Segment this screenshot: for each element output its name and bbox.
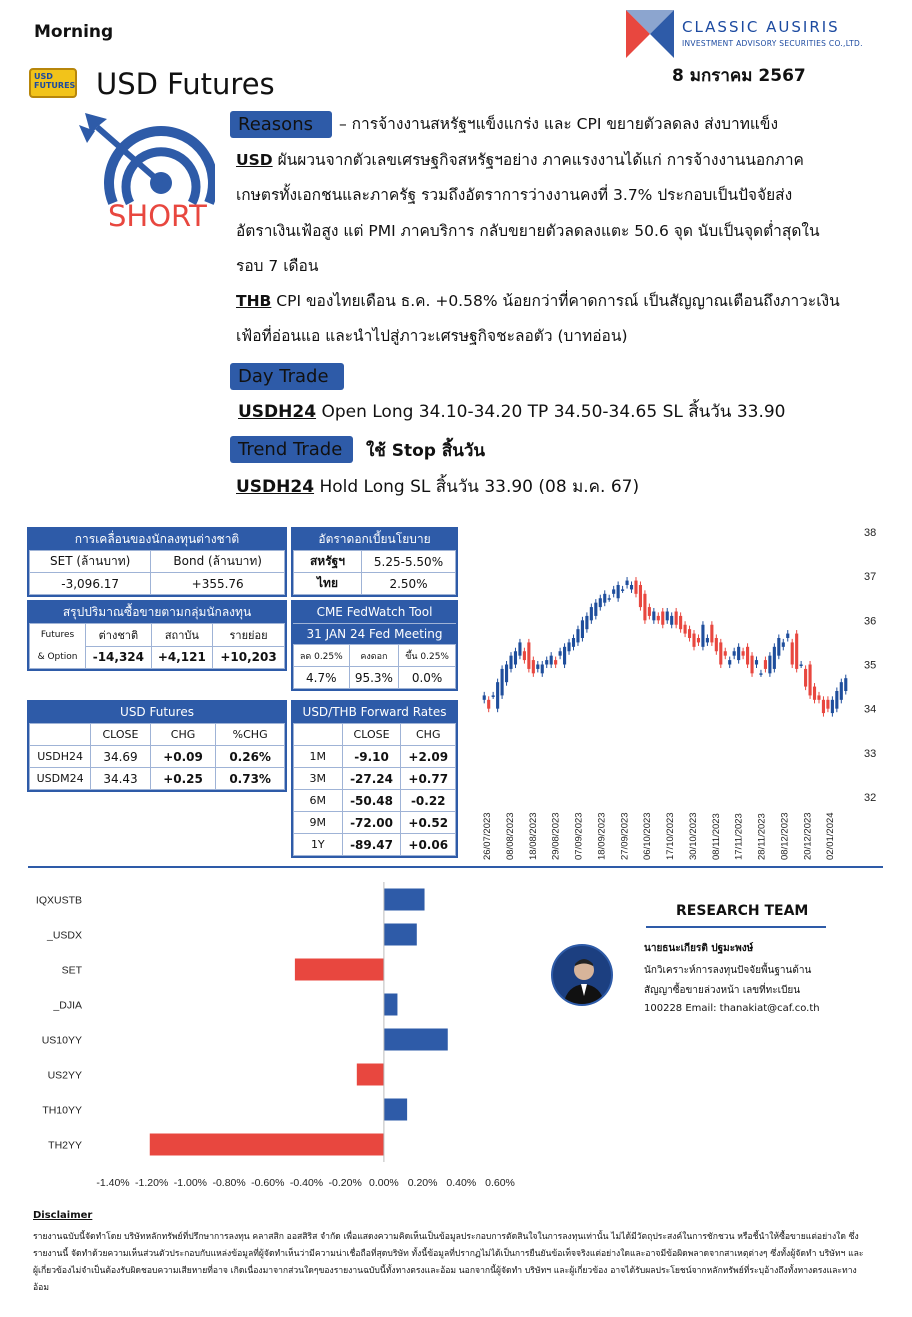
bond-flow-value: +355.76 <box>151 573 285 595</box>
candle-body <box>786 634 789 638</box>
candle-body <box>514 651 517 664</box>
fedwatch-table <box>291 600 458 691</box>
investor-summary-table <box>27 600 287 671</box>
candle-body <box>572 638 575 647</box>
candle-body <box>501 669 504 696</box>
candle-body <box>675 612 678 625</box>
candle-body <box>679 616 682 629</box>
candle-body <box>697 638 700 642</box>
candle-body <box>737 647 740 660</box>
candle-body <box>831 700 834 713</box>
day-trade-label: Day Trade <box>230 363 344 390</box>
x-tick-label: -0.20% <box>328 1177 362 1189</box>
candle-body <box>764 660 767 669</box>
bar-category-label: US10YY <box>41 1034 82 1047</box>
trend-trade-label: Trend Trade <box>230 436 353 463</box>
col-header: CHG <box>150 724 216 746</box>
col-header: ขึ้น 0.25% <box>399 645 456 667</box>
signal-label: SHORT <box>108 199 207 233</box>
candle-body <box>639 585 642 607</box>
rate-value: 2.50% <box>362 573 456 595</box>
bar <box>357 1064 384 1086</box>
y-tick-label: 37 <box>864 571 877 584</box>
set-flow-value: -3,096.17 <box>30 573 151 595</box>
disclaimer-text: รายงานฉบับนี้จัดทำโดย บริษัทหลักทรัพย์ที่ปรึกษาการลงทุน คลาสสิก ออสสิริส จำกัด เพื่อแสดงความคิดเห็นเป็นข้อมูลประกอบการตัดสินใจในการลงทุนเท่านั้น ไม่ได้มีวัตถุประสงค์ในการชักชวน หรือชี้นำให้ซื้อขายแต่อย่างใด ซึ่งรายงานนี้ จัดทำด้วยความเห็นส่วนตัวประกอบกับแหล่งข้อมูลที่ผู้จัดทำเห็นว่ามีความน่าเชื่อถือที่สุดบริษัท ทั้งนี้ข้อมูลที่ปรากฏไม่ได้เป็นการยืนยันข้อเท็จจริงแต่อย่างใดและอาจมีข้อผิดพลาดจากสาเหตุต่างๆ ซึ่งทั้งผู้จัดทำ บริษัทฯ และผู้เกี่ยวข้องไม่จำเป็นต้องรับผิดชอบความเสียหายที่อาจ เกิดเนื่องมาจากส่วนใดๆของรายงานฉบับนี้ทั้งทางตรงและอ้อม นอกจากนี้ผู้จัดทำ บริษัทฯ และผู้เกี่ยวข้อง อาจได้รับผลประโยชน์จากหลักทรัพย์ที่ระบุอ้างถึงทั้งทางตรงและทางอ้อม <box>33 1232 864 1293</box>
x-tick-label: 18/08/2023 <box>527 812 539 860</box>
candle-body <box>800 665 803 667</box>
bar <box>384 1029 448 1051</box>
x-tick-label: -1.00% <box>173 1177 208 1189</box>
candle-body <box>594 603 597 616</box>
candle-body <box>590 607 593 620</box>
target-dart-icon <box>57 105 215 205</box>
candle-body <box>808 665 811 696</box>
candle-body <box>840 682 843 700</box>
rate-country: สหรัฐฯ <box>294 551 362 573</box>
thb-reason-line-1: THB CPI ของไทยเดือน ธ.ค. +0.58% น้อยกว่าที่คาดการณ์ เป็นสัญญาณเตือนถึงภาวะเงิน <box>236 292 840 310</box>
usd-futures-table <box>27 700 287 792</box>
candle-body <box>608 598 611 600</box>
candle-body <box>576 629 579 642</box>
table-row: 1Y -89.47 +0.06 <box>294 834 456 856</box>
col-header: CHG <box>401 724 456 746</box>
bar-category-label: _USDX <box>46 929 82 942</box>
usd-futures-badge-icon: USD FUTURES <box>29 68 77 98</box>
usd-reason-line-1: USD ผันผวนจากตัวเลขเศรษฐกิจสหรัฐฯอย่าง ภาคแรงงานได้แก่ การจ้างงานนอกภาค <box>236 151 804 169</box>
col-header: %CHG <box>216 724 285 746</box>
bar-category-label: US2YY <box>47 1069 82 1082</box>
x-tick-label: 08/12/2023 <box>779 812 791 860</box>
thb-reason-line-2: เฟ้อที่อ่อนแอ และนำไปสู่ภาวะเศรษฐกิจชะลอตัว (บาทอ่อน) <box>236 327 628 345</box>
table-row: 1M -9.10 +2.09 <box>294 746 456 768</box>
candle-body <box>657 616 660 620</box>
candle-body <box>728 660 731 664</box>
candle-body <box>844 678 847 691</box>
candle-body <box>648 607 651 616</box>
bar <box>384 924 417 946</box>
col-header <box>294 724 343 746</box>
col-header: Bond (ล้านบาท) <box>151 551 285 573</box>
candle-body <box>509 656 512 669</box>
y-tick-label: 36 <box>864 615 877 628</box>
candle-body <box>795 634 798 669</box>
candle-body <box>643 594 646 621</box>
candle-body <box>759 673 762 675</box>
candle-body <box>719 642 722 664</box>
rate-country: ไทย <box>294 573 362 595</box>
fedwatch-title: CME FedWatch Tool <box>293 602 456 623</box>
bar <box>150 1134 384 1156</box>
bar-category-label: TH10YY <box>42 1104 82 1117</box>
candle-body <box>585 616 588 629</box>
candle-body <box>527 642 530 668</box>
candle-body <box>733 651 736 655</box>
col-header: ลด 0.25% <box>294 645 350 667</box>
candle-body <box>706 638 709 642</box>
candle-body <box>599 598 602 607</box>
candle-body <box>532 660 535 673</box>
x-tick-label: 0.60% <box>485 1177 515 1189</box>
usd-reason-line-4: รอบ 7 เดือน <box>236 257 319 275</box>
bar-category-label: IQXUSTB <box>35 894 82 907</box>
x-tick-label: 0.40% <box>446 1177 477 1189</box>
candle-body <box>826 700 829 709</box>
bar <box>295 959 384 981</box>
forward-rates-table <box>291 700 458 858</box>
candle-body <box>768 656 771 674</box>
candle-body <box>505 665 508 683</box>
candle-body <box>630 585 633 589</box>
candle-body <box>518 642 521 655</box>
candle-body <box>822 700 825 713</box>
trend-trade-note: ใช้ Stop สิ้นวัน <box>366 441 486 461</box>
x-tick-label: 08/08/2023 <box>504 812 516 860</box>
candle-body <box>684 625 687 634</box>
col-header: CLOSE <box>342 724 401 746</box>
forward-rates-title: USD/THB Forward Rates <box>293 702 456 723</box>
fedwatch-meeting: 31 JAN 24 Fed Meeting <box>293 623 456 644</box>
x-tick-label: 30/10/2023 <box>687 812 699 860</box>
table-row: 6M -50.48 -0.22 <box>294 790 456 812</box>
policy-rate-title: อัตราดอกเบี้ยนโยบาย <box>293 529 456 550</box>
analyst-name: นายธนะเกียรติ ปฐมะพงษ์ <box>644 943 754 954</box>
col-header: คงดอก <box>349 645 399 667</box>
candle-body <box>746 647 749 665</box>
reasons-label: Reasons <box>230 111 332 138</box>
x-tick-label: 02/01/2024 <box>825 812 837 860</box>
candle-body <box>710 625 713 643</box>
candle-body <box>536 665 539 669</box>
analyst-contact: 100228 Email: thanakiat@caf.co.th <box>644 1003 820 1014</box>
candle-body <box>692 634 695 647</box>
x-tick-label: 29/08/2023 <box>550 812 562 860</box>
analyst-license: สัญญาซื้อขายล่วงหน้า เลขที่ทะเบียน <box>644 985 801 996</box>
investor-summary-title: สรุปปริมาณซื้อขายตามกลุ่มนักลงทุน <box>29 602 285 623</box>
x-tick-label: 0.20% <box>407 1177 438 1189</box>
candle-body <box>813 687 816 700</box>
y-tick-label: 32 <box>864 792 877 804</box>
candle-body <box>688 629 691 638</box>
brand-subtitle: INVESTMENT ADVISORY SECURITIES CO.,LTD. <box>682 39 863 48</box>
candle-body <box>715 638 718 651</box>
usd-reason-line-3: อัตราเงินเฟ้อสูง แต่ PMI ภาคบริการ กลับขยายตัวลดลงแตะ 50.6 จุด นับเป็นจุดต่ำสุดใน <box>236 222 820 240</box>
col-header <box>30 724 91 746</box>
candle-body <box>777 638 780 656</box>
x-tick-label: 20/12/2023 <box>802 812 814 860</box>
reasons-headline: – การจ้างงานสหรัฐฯแข็งแกร่ง และ CPI ขยายตัวลดลง ส่งบาทแข็ง <box>339 115 779 133</box>
thb-tag: THB <box>236 292 272 310</box>
probability-value: 0.0% <box>399 667 456 689</box>
candle-body <box>670 616 673 625</box>
candle-body <box>621 589 624 591</box>
x-tick-label: 0.00% <box>369 1177 399 1189</box>
x-tick-label: -0.60% <box>251 1177 285 1189</box>
candle-body <box>612 589 615 593</box>
candle-body <box>666 612 669 621</box>
table-row: 9M -72.00 +0.52 <box>294 812 456 834</box>
x-tick-label: 28/11/2023 <box>756 813 768 860</box>
candle-body <box>750 656 753 674</box>
candle-body <box>634 581 637 594</box>
candle-body <box>804 669 807 687</box>
trend-trade-line: USDH24 Hold Long SL สิ้นวัน 33.90 (08 ม.ค. 67) <box>236 477 640 497</box>
candle-body <box>773 647 776 669</box>
candle-body <box>492 695 495 697</box>
y-tick-label: 33 <box>864 747 877 760</box>
retail-value: +10,203 <box>213 646 285 669</box>
rate-value: 5.25-5.50% <box>362 551 456 573</box>
foreign-flow-title: การเคลื่อนของนักลงทุนต่างชาติ <box>29 529 285 550</box>
candle-body <box>791 642 794 664</box>
candle-body <box>496 682 499 709</box>
bar <box>384 994 398 1016</box>
candle-body <box>742 651 745 655</box>
candle-body <box>652 612 655 621</box>
institution-value: +4,121 <box>151 646 212 669</box>
foreign-value: -14,324 <box>86 646 152 669</box>
x-tick-label: 17/11/2023 <box>733 813 745 860</box>
x-tick-label: -0.80% <box>212 1177 246 1189</box>
y-tick-label: 35 <box>864 659 877 672</box>
probability-value: 95.3% <box>349 667 399 689</box>
candle-body <box>483 695 486 699</box>
y-tick-label: 34 <box>864 703 877 716</box>
x-tick-label: -1.40% <box>96 1177 130 1189</box>
x-tick-label: -1.20% <box>135 1177 169 1189</box>
table-row: USDM24 34.43 +0.25 0.73% <box>30 768 285 790</box>
candle-body <box>567 642 570 651</box>
candle-body <box>545 660 548 664</box>
disclaimer-title: Disclaimer <box>33 1210 93 1221</box>
section-divider <box>28 866 883 868</box>
x-tick-label: 17/10/2023 <box>665 812 676 860</box>
usd-reason-line-2: เกษตรทั้งเอกชนและภาครัฐ รวมถึงอัตราการว่างงานคงที่ 3.7% ประกอบเป็นปัจจัยส่ง <box>236 186 793 204</box>
candle-body <box>835 691 838 709</box>
row-label: Futures & Option <box>30 624 86 669</box>
candle-body <box>581 620 584 638</box>
report-date: 8 มกราคม 2567 <box>672 66 806 86</box>
bar <box>384 889 425 911</box>
usd-futures-table-title: USD Futures <box>29 702 285 723</box>
bar-category-label: SET <box>61 964 82 977</box>
policy-rate-table <box>291 527 458 597</box>
probability-value: 4.7% <box>294 667 350 689</box>
col-header: สถาบัน <box>151 624 212 647</box>
research-divider <box>646 926 826 928</box>
foreign-flow-table <box>27 527 287 597</box>
candle-body <box>661 612 664 625</box>
table-row: 3M -27.24 +0.77 <box>294 768 456 790</box>
candle-body <box>817 695 820 699</box>
y-tick-label: 38 <box>864 527 877 539</box>
brand-name: CLASSIC AUSIRIS <box>682 18 840 36</box>
x-tick-label: 18/09/2023 <box>596 812 608 860</box>
company-logo-icon <box>626 10 674 58</box>
candle-body <box>487 700 490 709</box>
table-row: USDH24 34.69 +0.09 0.26% <box>30 746 285 768</box>
candle-body <box>617 585 620 598</box>
col-header: รายย่อย <box>213 624 285 647</box>
candle-body <box>554 660 557 664</box>
col-header: SET (ล้านบาท) <box>30 551 151 573</box>
candle-body <box>563 647 566 665</box>
usd-futures-price-chart <box>470 518 890 864</box>
candle-body <box>724 651 727 655</box>
col-header: CLOSE <box>91 724 151 746</box>
col-header: ต่างชาติ <box>86 624 152 647</box>
session-label: Morning <box>34 22 114 42</box>
analyst-avatar <box>551 944 613 1006</box>
candle-body <box>550 656 553 665</box>
candle-body <box>755 660 758 664</box>
x-tick-label: 27/09/2023 <box>619 812 631 860</box>
candle-body <box>559 651 562 655</box>
day-trade-line: USDH24 Open Long 34.10-34.20 TP 34.50-34.65 SL สิ้นวัน 33.90 <box>238 402 786 422</box>
x-tick-label: 06/10/2023 <box>642 812 654 860</box>
bar <box>384 1099 407 1121</box>
candle-body <box>523 651 526 660</box>
candle-body <box>625 581 628 585</box>
x-tick-label: 26/07/2023 <box>482 812 493 860</box>
candle-body <box>701 625 704 647</box>
bar-category-label: TH2YY <box>48 1139 82 1152</box>
market-change-bar-chart <box>20 874 540 1194</box>
candle-body <box>603 594 606 603</box>
candle-body <box>541 665 544 674</box>
x-tick-label: 07/09/2023 <box>573 812 585 860</box>
x-tick-label: -0.40% <box>289 1177 324 1189</box>
page-title: USD Futures <box>96 67 275 101</box>
analyst-role: นักวิเคราะห์การลงทุนปัจจัยพื้นฐานด้าน <box>644 965 812 976</box>
bar-category-label: _DJIA <box>53 999 82 1012</box>
research-team-title: RESEARCH TEAM <box>676 903 809 919</box>
usd-tag: USD <box>236 151 273 169</box>
x-tick-label: 08/11/2023 <box>710 813 722 860</box>
candle-body <box>782 642 785 646</box>
